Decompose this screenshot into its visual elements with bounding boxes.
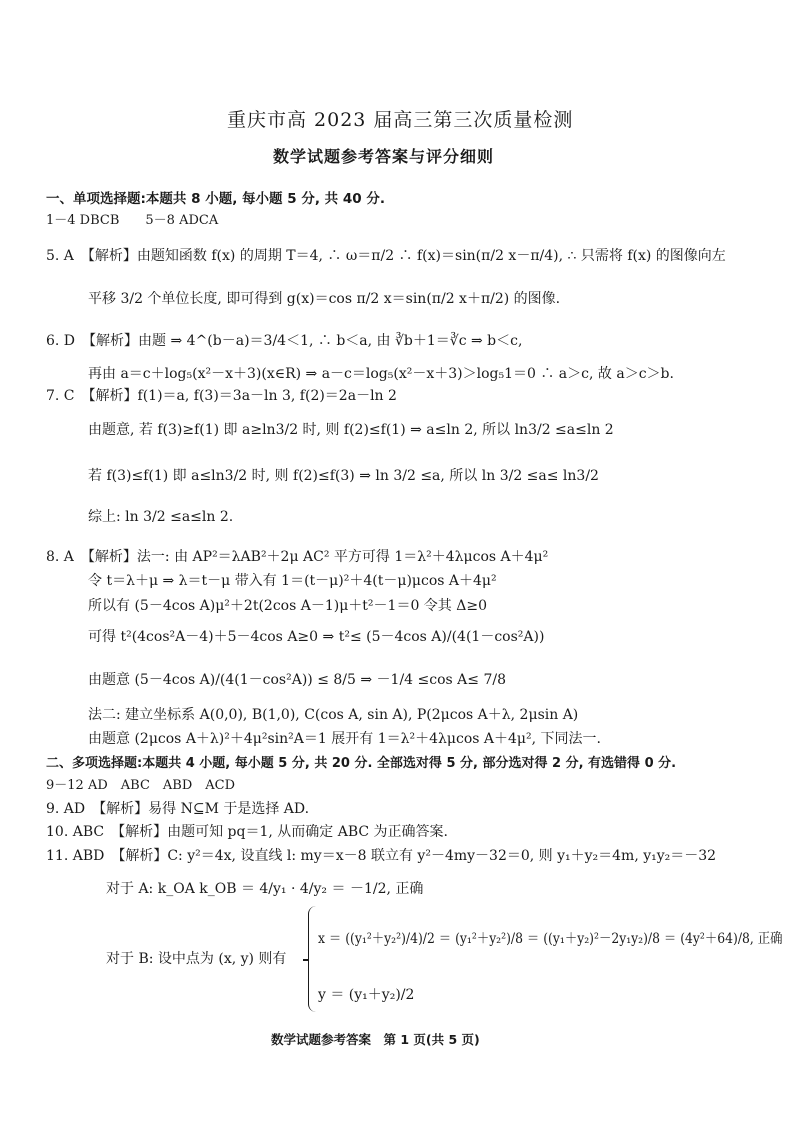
q8-line-2: 令 t＝λ＋μ ⇒ λ＝t－μ 带入有 1＝(t－μ)²＋4(t－μ)μcos A＋4μ²: [88, 573, 497, 589]
q8-line-6: 法二: 建立坐标系 A(0,0), B(1,0), C(cos A, sin A), P(2μcos A＋λ, 2μsin A): [88, 707, 579, 723]
answer-row-9-12: 9－12 AD ABC ABD ACD: [46, 778, 236, 793]
q8-line-1: 8. A 【解析】法一: 由 AP²＝λAB²＋2μ AC² 平方可得 1＝λ²＋4λμcos A＋4μ²: [46, 549, 549, 565]
q11-line-1: 11. ABD 【解析】C: y²＝4x, 设直线 l: my＝x－8 联立有 y²－4my－32＝0, 则 y₁＋y₂＝4m, y₁y₂＝－32: [46, 848, 717, 864]
q11-system-y: y ＝ (y₁＋y₂)/2: [318, 987, 415, 1003]
page-footer: 数学试题参考答案 第 1 页(共 5 页): [271, 1032, 480, 1047]
q10-line: 10. ABC 【解析】由题可知 pq＝1, 从而确定 ABC 为正确答案.: [46, 824, 448, 840]
q7-line-2: 由题意, 若 f(3)≥f(1) 即 a≥ln3/2 时, 则 f(2)≤f(1) ⇒ a≤ln 2, 所以 ln3/2 ≤a≤ln 2: [88, 422, 614, 438]
q11-system-x: x ＝ ((y₁²＋y₂²)/4)/2 ＝ (y₁²＋y₂²)/8 ＝ ((y₁＋y₂)²－2y₁y₂)/8 ＝ (4y²＋64)/8, 正确: [318, 931, 783, 947]
document-title: 重庆市高 2023 届高三第三次质量检测: [227, 109, 574, 131]
q7-line-1: 7. C 【解析】f(1)＝a, f(3)＝3a－ln 3, f(2)＝2a－ln 2: [46, 388, 397, 404]
q6-line-2: 再由 a＝c＋log₅(x²－x＋3)(x∈R) ⇒ a－c＝log₅(x²－x＋3)＞log₅1＝0 ∴ a＞c, 故 a＞c＞b.: [88, 366, 674, 382]
q9-line: 9. AD 【解析】易得 N⊆M 于是选择 AD.: [46, 801, 310, 817]
q5-line-1: 5. A 【解析】由题知函数 f(x) 的周期 T＝4, ∴ ω＝π/2 ∴ f(x)＝sin(π/2 x－π/4), ∴ 只需将 f(x) 的图像向左: [46, 248, 726, 264]
q11-line-3-prefix: 对于 B: 设中点为 (x, y) 则有: [106, 951, 287, 967]
q11-line-2: 对于 A: k_OA k_OB ＝ 4/y₁ · 4/y₂ ＝ －1/2, 正确: [106, 881, 424, 897]
answer-row-1-8: 1－4 DBCB 5－8 ADCA: [46, 213, 219, 228]
q8-line-7: 由题意 (2μcos A＋λ)²＋4μ²sin²A＝1 展开有 1＝λ²＋4λμcos A＋4μ², 下同法一.: [88, 731, 601, 747]
q7-line-3: 若 f(3)≤f(1) 即 a≤ln3/2 时, 则 f(2)≤f(3) ⇒ ln 3/2 ≤a, 所以 ln 3/2 ≤a≤ ln3/2: [88, 468, 599, 484]
document-subtitle: 数学试题参考答案与评分细则: [273, 147, 495, 166]
q6-line-1: 6. D 【解析】由题 ⇒ 4^(b－a)＝3/4＜1, ∴ b＜a, 由 ∛b＋1＝∛c ⇒ b＜c,: [46, 333, 523, 349]
q8-line-5: 由题意 (5－4cos A)/(4(1－cos²A)) ≤ 8/5 ⇒ －1/4 ≤cos A≤ 7/8: [88, 672, 506, 688]
q5-line-2: 平移 3/2 个单位长度, 即可得到 g(x)＝cos π/2 x＝sin(π/2 x＋π/2) 的图像.: [88, 291, 561, 307]
q7-line-4: 综上: ln 3/2 ≤a≤ln 2.: [88, 509, 234, 525]
q8-line-3: 所以有 (5－4cos A)μ²＋2t(2cos A－1)μ＋t²－1＝0 令其 Δ≥0: [88, 598, 487, 614]
q8-line-4: 可得 t²(4cos²A－4)＋5－4cos A≥0 ⇒ t²≤ (5－4cos A)/(4(1－cos²A)): [88, 629, 545, 645]
section-heading-single-choice: 一、单项选择题:本题共 8 小题, 每小题 5 分, 共 40 分.: [46, 191, 385, 207]
section-heading-multi-choice: 二、多项选择题:本题共 4 小题, 每小题 5 分, 共 20 分. 全部选对得 5 分, 部分选对得 2 分, 有选错得 0 分.: [46, 756, 677, 771]
